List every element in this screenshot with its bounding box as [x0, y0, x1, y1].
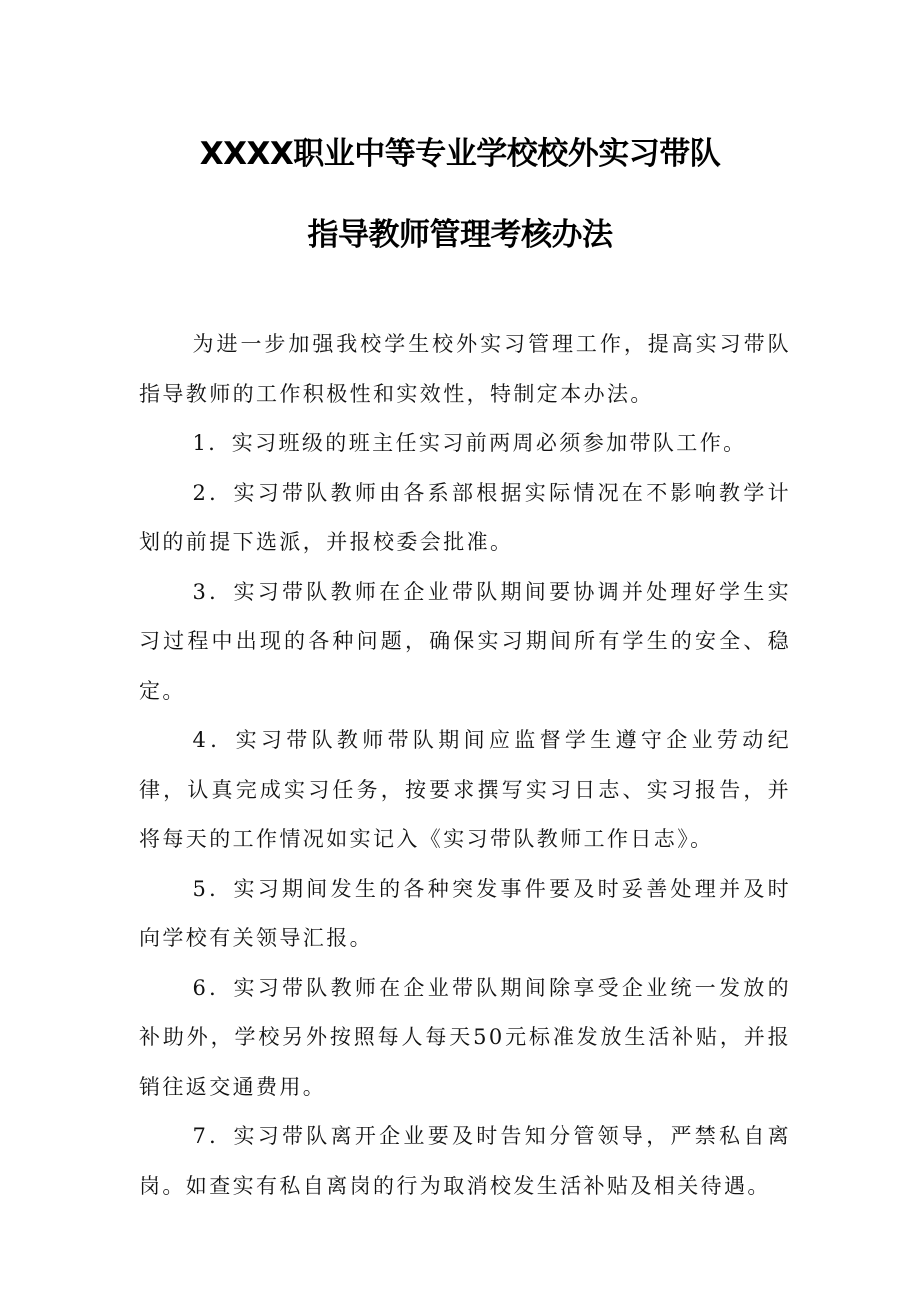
paragraph-item-6: 6．实习带队教师在企业带队期间除享受企业统一发放的补助外，学校另外按照每人每天50元标准发放生活补贴，并报销往返交通费用。	[139, 975, 791, 1099]
paragraph-item-4: 4．实习带队教师带队期间应监督学生遵守企业劳动纪律，认真完成实习任务，按要求撰写实习日志、实习报告，并将每天的工作情况如实记入《实习带队教师工作日志》。	[139, 728, 791, 851]
paragraph-intro: 为进一步加强我校学生校外实习管理工作，提高实习带队指导教师的工作积极性和实效性，特制定本办法。	[139, 332, 791, 406]
paragraph-item-1: 1．实习班级的班主任实习前两周必须参加带队工作。	[192, 431, 747, 455]
paragraph-item-3: 3．实习带队教师在企业带队期间要协调并处理好学生实习过程中出现的各种问题，确保实习期间所有学生的安全、稳定。	[139, 579, 791, 703]
document-title-line-1: XXXX职业中等专业学校校外实习带队	[199, 136, 721, 172]
paragraph-item-2: 2．实习带队教师由各系部根据实际情况在不影响教学计划的前提下选派，并报校委会批准。	[139, 480, 791, 554]
paragraph-item-7: 7．实习带队离开企业要及时告知分管领导，严禁私自离岗。如查实有私自离岗的行为取消校发生活补贴及相关待遇。	[139, 1124, 791, 1198]
document-body	[139, 320, 791, 1211]
paragraph-item-5: 5．实习期间发生的各种突发事件要及时妥善处理并及时向学校有关领导汇报。	[139, 876, 791, 950]
document-title-line-2: 指导教师管理考核办法	[307, 217, 613, 253]
